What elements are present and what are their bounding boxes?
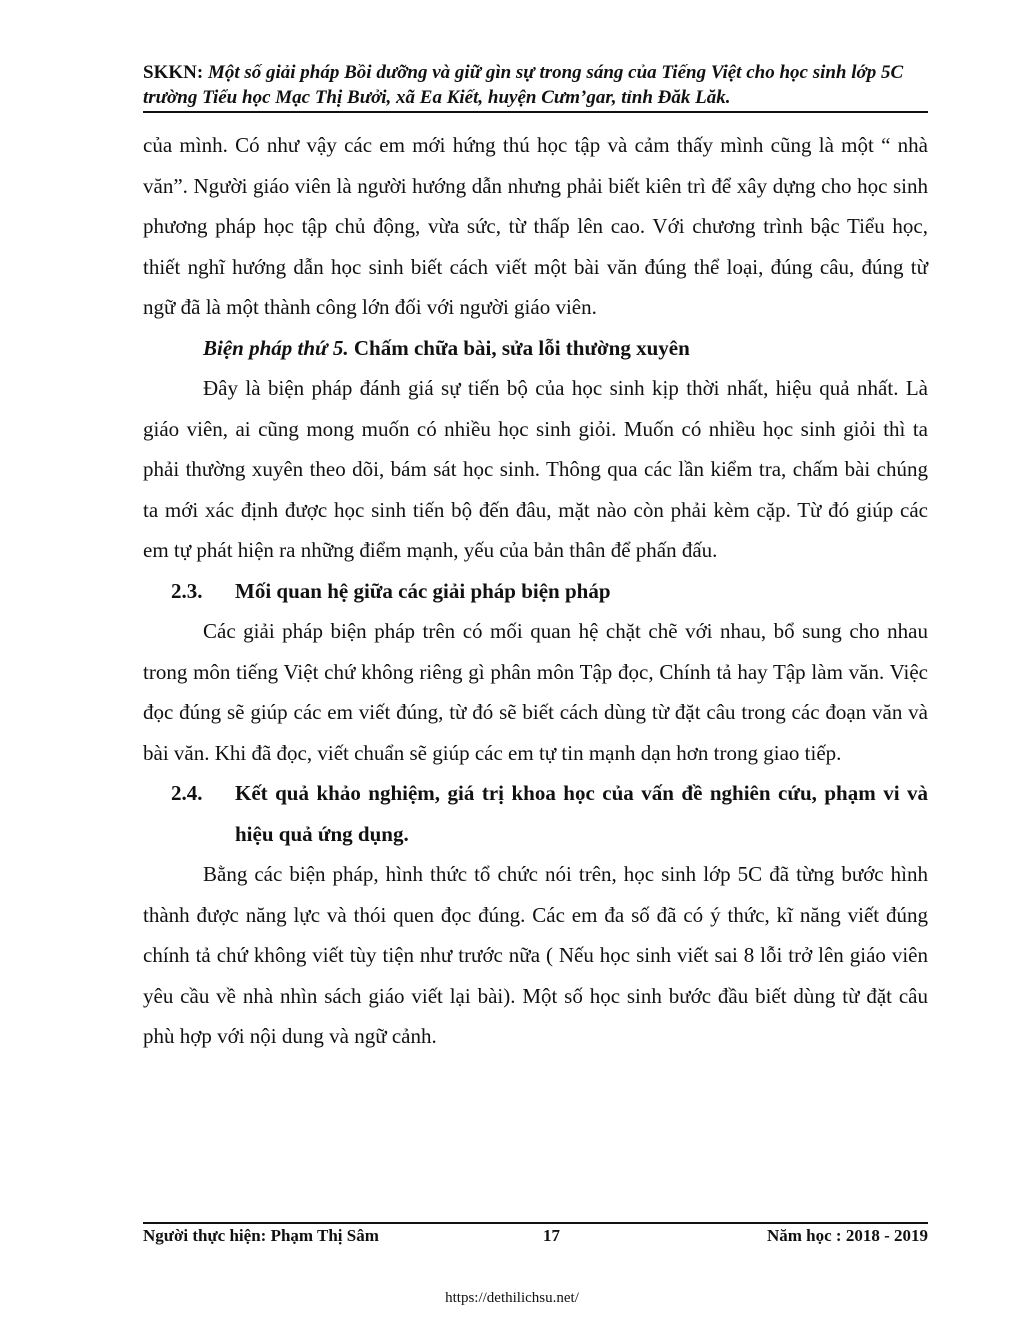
source-url[interactable]: https://dethilichsu.net/ xyxy=(445,1290,579,1306)
footer-school-year: Năm học : 2018 - 2019 xyxy=(766,1226,928,1245)
section-2-4-title: Kết quả khảo nghiệm, giá trị khoa học của vấn đề nghiên cứu, phạm vi và hiệu quả ứng dụng. xyxy=(235,781,928,846)
paragraph-4: Bằng các biện pháp, hình thức tổ chức nói trên, học sinh lớp 5C đã từng bước hình thành được năng lực và thói quen đọc đúng. Các em đa số đã có ý thức, kĩ năng viết đúng chính tả chứ không viết tùy tiện như trước nữa ( Nếu học sinh viết sai 8 lỗi trở lên giáo viên yêu cầu về nhà nhìn sách giáo viết lại bài). Một số học sinh bước đầu biết dùng từ đặt câu phù hợp với nội dung và ngữ cảnh. xyxy=(143,862,928,1048)
document-body xyxy=(143,125,928,1057)
header-label: SKKN: xyxy=(143,62,204,83)
section-2-3-title: Mối quan hệ giữa các giải pháp biện pháp xyxy=(235,578,611,603)
footer-page-number: 17 xyxy=(543,1226,560,1245)
section-2-3-heading xyxy=(143,571,928,612)
page-footer xyxy=(143,1226,928,1250)
footer-author: Người thực hiện: Phạm Thị Sâm xyxy=(143,1226,379,1245)
measure-5-heading xyxy=(143,328,928,369)
section-2-3-number: 2.3. xyxy=(171,578,203,603)
page-header xyxy=(143,60,928,110)
header-title: Một số giải pháp Bồi dưỡng và giữ gìn sự trong sáng của Tiếng Việt cho học sinh lớp 5C trường Tiểu học Mạc Thị Bưởi, xã Ea Kiết, huyện Cưm’gar, tỉnh Đăk Lăk. xyxy=(143,62,904,108)
paragraph-3: Các giải pháp biện pháp trên có mối quan hệ chặt chẽ với nhau, bổ sung cho nhau trong môn tiếng Việt chứ không riêng gì phân môn Tập đọc, Chính tả hay Tập làm văn. Việc đọc đúng sẽ giúp các em viết đúng, từ đó sẽ biết cách dùng từ đặt câu trong các đoạn văn và bài văn. Khi đã đọc, viết chuẩn sẽ giúp các em tự tin mạnh dạn hơn trong giao tiếp. xyxy=(143,619,928,765)
header-divider xyxy=(143,111,928,113)
measure-5-label: Biện pháp thứ 5. xyxy=(203,335,349,360)
measure-5-title: Chấm chữa bài, sửa lỗi thường xuyên xyxy=(348,335,690,360)
section-2-4-number: 2.4. xyxy=(171,781,203,805)
paragraph-2: Đây là biện pháp đánh giá sự tiến bộ của học sinh kịp thời nhất, hiệu quả nhất. Là giáo viên, ai cũng mong muốn có nhiều học sinh giỏi. Muốn có nhiều học sinh giỏi thì ta phải thường xuyên theo dõi, bám sát học sinh. Thông qua các lần kiểm tra, chấm bài chúng ta mới xác định được học sinh tiến bộ đến đâu, mặt nào còn phải kèm cặp. Từ đó giúp các em tự phát hiện ra những điểm mạnh, yếu của bản thân để phấn đấu. xyxy=(143,376,928,562)
section-2-4-heading xyxy=(143,773,928,854)
footer-divider xyxy=(143,1222,928,1224)
paragraph-1: của mình. Có như vậy các em mới hứng thú học tập và cảm thấy mình cũng là một “ nhà văn”. Người giáo viên là người hướng dẫn nhưng phải biết kiên trì để xây dựng cho học sinh phương pháp học tập chủ động, vừa sức, từ thấp lên cao. Với chương trình bậc Tiểu học, thiết nghĩ hướng dẫn học sinh biết cách viết một bài văn đúng thể loại, đúng câu, đúng từ ngữ đã là một thành công lớn đối với người giáo viên. xyxy=(143,133,928,319)
